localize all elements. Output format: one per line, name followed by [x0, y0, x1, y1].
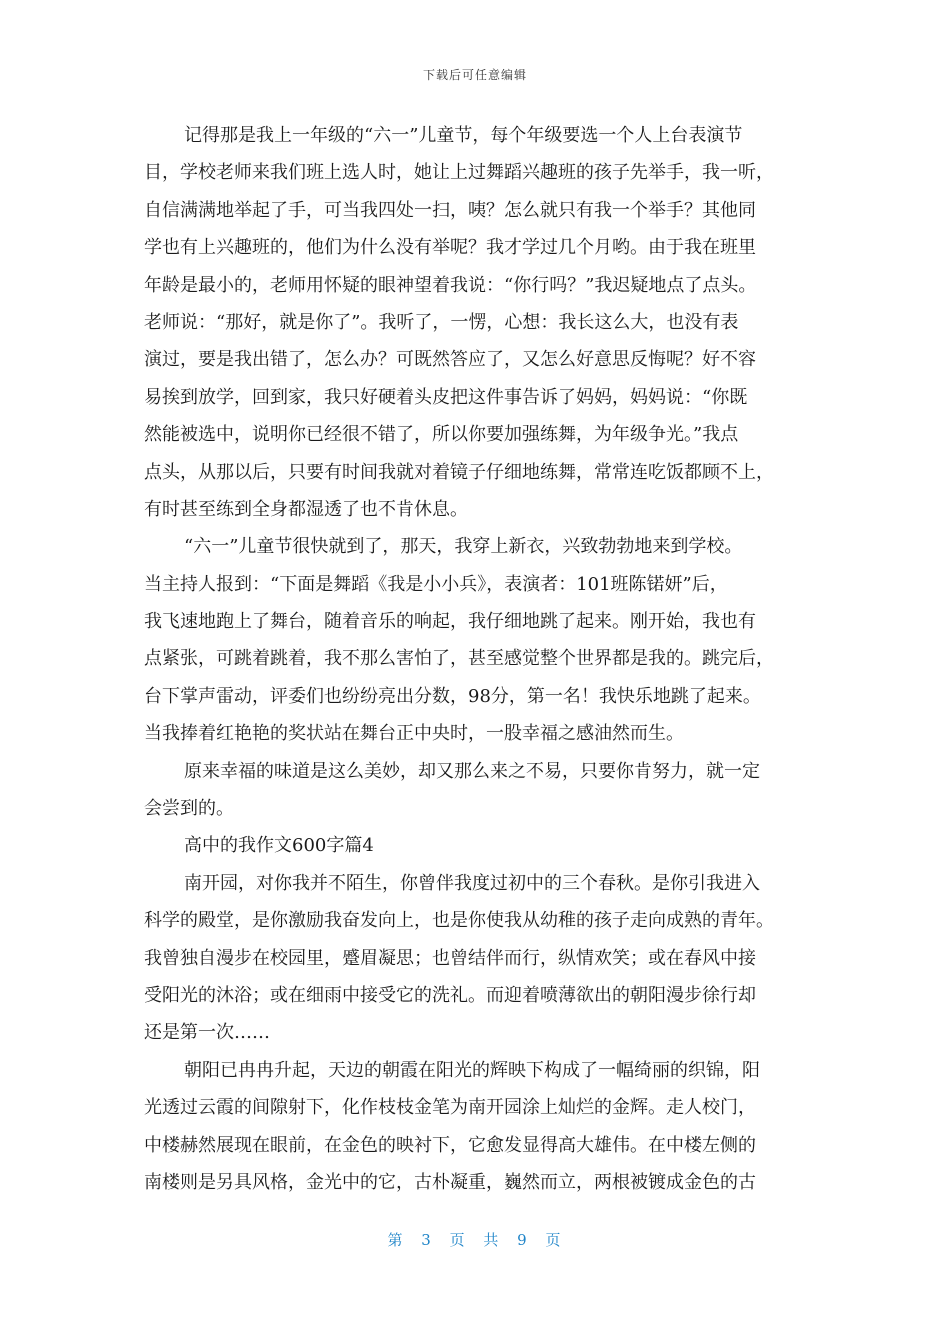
text-line: 南楼则是另具风格，金光中的它，古朴凝重，巍然而立，两根被镀成金色的古 [144, 1171, 756, 1193]
text-line: 科学的殿堂，是你激励我奋发向上，也是你使我从幼稚的孩子走向成熟的青年。 [144, 910, 774, 932]
text-line: “六一”儿童节很快就到了，那天，我穿上新衣，兴致勃勃地来到学校。 [184, 536, 743, 558]
text-line: 光透过云霞的间隙射下，化作枝枝金笔为南开园涂上灿烂的金辉。走人校门， [144, 1097, 756, 1119]
page-footer: 第 3 页 共 9 页 [387, 1231, 563, 1249]
text-line: 朝阳已冉冉升起，天边的朝霞在阳光的辉映下构成了一幅绮丽的织锦，阳 [184, 1059, 760, 1081]
text-line: 我曾独自漫步在校园里，蹙眉凝思；也曾结伴而行，纵情欢笑；或在春风中接 [144, 947, 756, 969]
text-line: 点紧张，可跳着跳着，我不那么害怕了，甚至感觉整个世界都是我的。跳完后， [144, 648, 774, 670]
text-line: 我飞速地跑上了舞台，随着音乐的响起，我仔细地跳了起来。刚开始，我也有 [144, 611, 756, 633]
text-line: 中楼赫然展现在眼前，在金色的映衬下，它愈发显得高大雄伟。在中楼左侧的 [144, 1134, 756, 1156]
text-line: 自信满满地举起了手，可当我四处一扫，咦？怎么就只有我一个举手？其他同 [144, 199, 756, 221]
text-line: 会尝到的。 [144, 798, 234, 820]
document-body [144, 117, 809, 1201]
text-line: 易挨到放学，回到家，我只好硬着头皮把这件事告诉了妈妈，妈妈说：“你既 [144, 386, 748, 408]
text-line: 受阳光的沐浴；或在细雨中接受它的洗礼。而迎着喷薄欲出的朝阳漫步徐行却 [144, 984, 756, 1006]
text-line: 演过，要是我出错了，怎么办？可既然答应了，又怎么好意思反悔呢？好不容 [144, 349, 756, 371]
text-line: 目，学校老师来我们班上选人时，她让上过舞蹈兴趣班的孩子先举手，我一听， [144, 162, 774, 184]
text-line: 然能被选中，说明你已经很不错了，所以你要加强练舞，为年级争光。”我点 [144, 424, 739, 446]
text-line: 学也有上兴趣班的，他们为什么没有举呢？我才学过几个月哟。由于我在班里 [144, 237, 756, 259]
text-line: 年龄是最小的，老师用怀疑的眼神望着我说：“你行吗？”我迟疑地点了点头。 [144, 274, 757, 296]
text-line: 记得那是我上一年级的“六一”儿童节，每个年级要选一个人上台表演节 [184, 125, 743, 146]
page-header: 下载后可任意编辑 [422, 68, 527, 82]
text-line: 还是第一次…… [144, 1022, 270, 1044]
text-line: 有时甚至练到全身都湿透了也不肯休息。 [144, 498, 468, 520]
text-line: 当我捧着红艳艳的奖状站在舞台正中央时，一股幸福之感油然而生。 [144, 723, 684, 745]
text-line: 点头，从那以后，只要有时间我就对着镜子仔细地练舞，常常连吃饭都顾不上， [144, 461, 774, 483]
text-line: 台下掌声雷动，评委们也纷纷亮出分数，98分，第一名！我快乐地跳了起来。 [144, 685, 761, 707]
text-line: 老师说：“那好，就是你了”。我听了，一愣，心想：我长这么大，也没有表 [144, 311, 739, 333]
text-line: 南开园，对你我并不陌生，你曾伴我度过初中的三个春秋。是你引我进入 [184, 872, 760, 894]
text-line: 高中的我作文600字篇4 [184, 835, 374, 857]
text-line: 当主持人报到：“下面是舞蹈《我是小小兵》，表演者：101班陈锘妍”后， [144, 573, 728, 595]
text-line: 原来幸福的味道是这么美妙，却又那么来之不易，只要你肯努力，就一定 [184, 760, 760, 782]
